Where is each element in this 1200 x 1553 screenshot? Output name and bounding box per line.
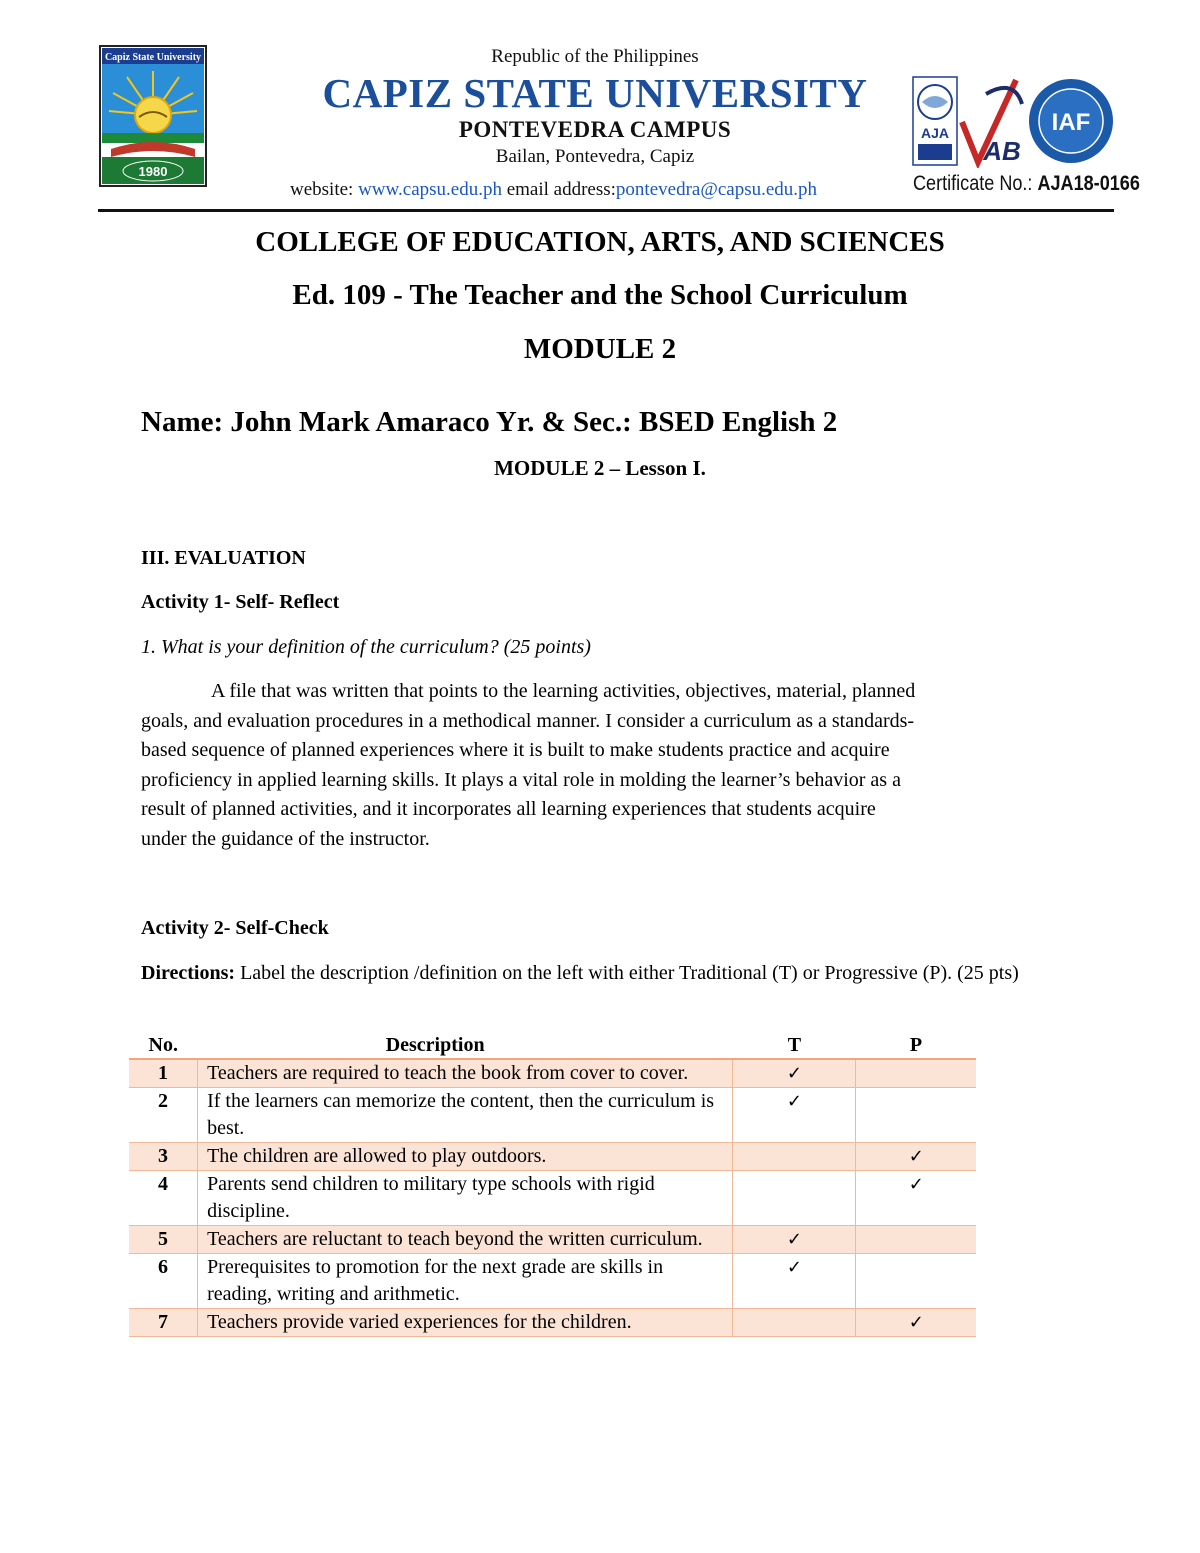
header-t: T: [733, 1032, 856, 1059]
campus-address: Bailan, Pontevedra, Capiz: [495, 146, 695, 167]
row-description: Teachers are required to teach the book from cover to cover.: [207, 1062, 689, 1084]
certificate-value: AJA18-0166: [1037, 172, 1140, 195]
email-label: email address:: [501, 179, 616, 200]
email-link[interactable]: pontevedra@capsu.edu.ph: [615, 179, 818, 200]
row-traditional-mark: ✓: [786, 1257, 802, 1278]
header-p: P: [856, 1032, 976, 1059]
website-link[interactable]: www.capsu.edu.ph: [358, 179, 502, 200]
row-number: 6: [158, 1256, 169, 1278]
table-row: [129, 1088, 976, 1143]
answer-line: A file that was written that points to the learning activities, objectives, material, planned: [211, 680, 916, 702]
directions-label: Directions:: [141, 962, 236, 984]
row-description: Parents send children to military type schools with rigid discipline.: [207, 1173, 655, 1222]
header-divider: [98, 209, 1114, 212]
self-check-table: [129, 1032, 976, 1337]
answer-line: under the guidance of the instructor.: [141, 827, 430, 850]
answer-line: goals, and evaluation procedures in a methodical manner. I consider a curriculum as a standards-: [141, 709, 915, 732]
certificate-number: [913, 170, 1140, 198]
answer-line: result of planned activities, and it incorporates all learning experiences that students acquire: [141, 798, 876, 820]
row-description: Teachers are reluctant to teach beyond the written curriculum.: [207, 1228, 703, 1250]
table-header-row: [129, 1032, 976, 1059]
iaf-logo: [1028, 78, 1114, 164]
university-name: CAPIZ STATE UNIVERSITY: [322, 70, 868, 116]
row-progressive-mark: ✓: [908, 1174, 924, 1195]
table-row: [129, 1254, 976, 1309]
table-row: [129, 1143, 976, 1171]
logo-text: Capiz State University: [104, 52, 202, 63]
table-row: [129, 1226, 976, 1254]
row-description: If the learners can memorize the content, then the curriculum is best.: [207, 1090, 715, 1139]
table-row: [129, 1059, 976, 1088]
aja-logo: [912, 76, 958, 166]
ab-text: AB: [983, 136, 1021, 166]
logo-year: 1980: [138, 164, 168, 179]
answer-line: proficiency in applied learning skills. It plays a vital role in molding the learner’s behavior as a: [141, 768, 901, 791]
row-traditional-mark: ✓: [786, 1063, 802, 1084]
lesson-title: MODULE 2 – Lesson I.: [494, 456, 706, 480]
directions: [141, 959, 1071, 988]
ab-logo: [956, 74, 1026, 168]
row-traditional-mark: ✓: [786, 1091, 802, 1112]
aja-text: AJA: [920, 125, 950, 141]
answer-line: based sequence of planned experiences where it is built to make students practice and acquire: [141, 739, 890, 761]
answer-paragraph: [141, 677, 1061, 854]
activity1-title: Activity 1- Self- Reflect: [141, 591, 340, 613]
row-progressive-mark: ✓: [908, 1146, 924, 1167]
college-title: COLLEGE OF EDUCATION, ARTS, AND SCIENCES: [255, 226, 945, 258]
row-number: 5: [158, 1228, 169, 1250]
directions-text: Label the description /definition on the left with either Traditional (T) or Progressive (P). (25 pts): [235, 962, 1019, 984]
contact-line: [290, 177, 817, 203]
header-description: Description: [198, 1032, 733, 1059]
campus-name: PONTEVEDRA CAMPUS: [458, 117, 732, 142]
evaluation-heading: III. EVALUATION: [141, 547, 306, 569]
row-description: Prerequisites to promotion for the next grade are skills in reading, writing and arithmetic.: [207, 1256, 664, 1305]
row-description: Teachers provide varied experiences for the children.: [207, 1311, 632, 1333]
activity2-title: Activity 2- Self-Check: [141, 917, 329, 939]
row-number: 1: [158, 1062, 169, 1084]
row-number: 7: [158, 1311, 169, 1333]
row-description: The children are allowed to play outdoors.: [207, 1145, 547, 1167]
row-number: 4: [158, 1173, 169, 1195]
student-name-line: Name: John Mark Amaraco Yr. & Sec.: BSED English 2: [141, 406, 838, 438]
iaf-text: IAF: [1051, 109, 1091, 136]
question-1: 1. What is your definition of the curriculum? (25 points): [141, 636, 591, 658]
course-title: Ed. 109 - The Teacher and the School Curriculum: [292, 279, 908, 311]
website-label: website:: [290, 179, 359, 200]
row-number: 2: [158, 1090, 169, 1112]
module-title: MODULE 2: [523, 333, 677, 365]
table-row: [129, 1171, 976, 1226]
row-traditional-mark: ✓: [786, 1229, 802, 1250]
row-number: 3: [158, 1145, 169, 1167]
capsu-logo: [99, 45, 207, 187]
header-no: No.: [129, 1032, 198, 1059]
row-progressive-mark: ✓: [908, 1312, 924, 1333]
table-row: [129, 1309, 976, 1337]
letterhead: [260, 44, 930, 170]
certificate-label: Certificate No.:: [913, 172, 1038, 195]
republic-line: Republic of the Philippines: [491, 46, 699, 67]
